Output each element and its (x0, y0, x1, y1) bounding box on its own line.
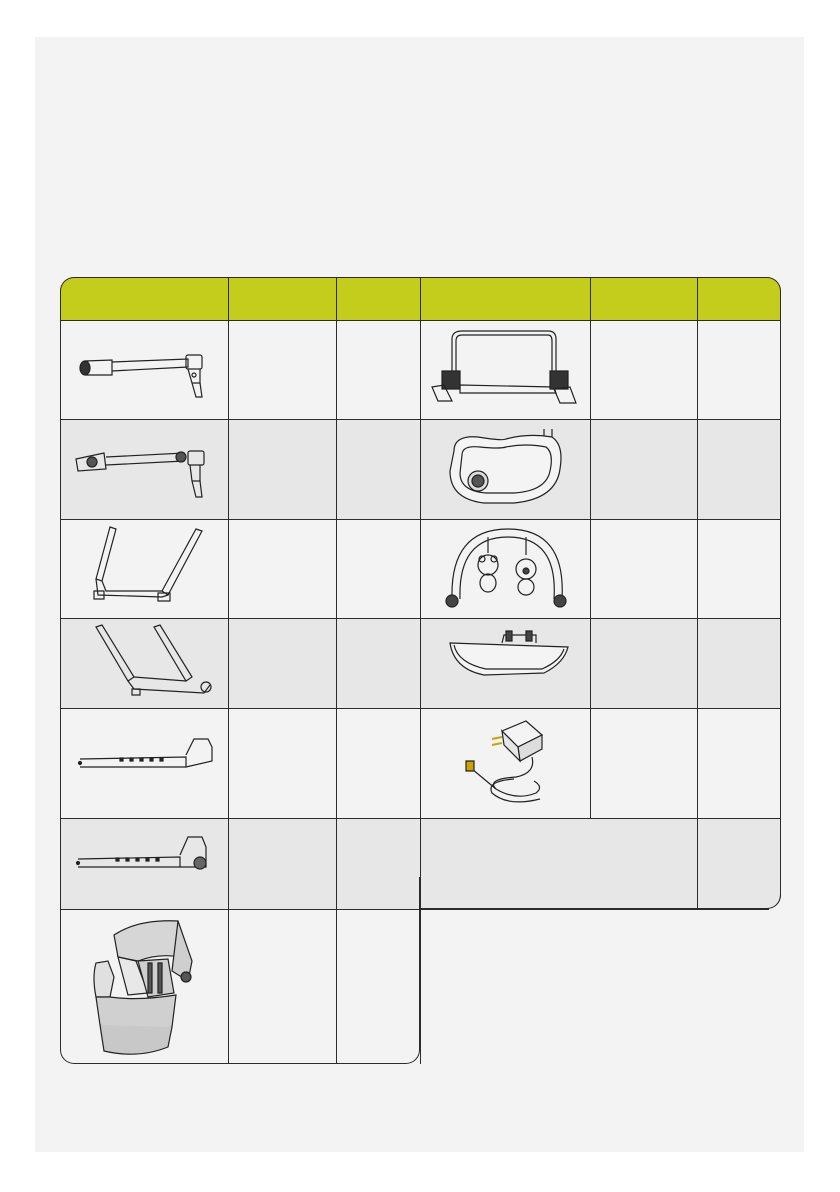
seat-unit-icon (88, 917, 204, 1057)
column-divider (697, 277, 698, 909)
height-adjust-tube-icon (76, 735, 216, 775)
row-divider (60, 708, 781, 709)
row-divider (60, 618, 781, 619)
armrest-tube-with-dial-icon (74, 445, 214, 505)
column-divider (420, 277, 421, 1064)
parts-table (60, 277, 781, 1064)
footrest-icon (444, 629, 574, 685)
row-divider (60, 419, 781, 420)
base-frame-icon (430, 323, 578, 415)
row-divider (60, 519, 781, 520)
armrest-tube-with-hinge-icon (78, 337, 212, 403)
power-adapter-icon (456, 717, 556, 811)
row-divider (60, 818, 781, 819)
row-divider (60, 909, 420, 910)
column-divider (590, 277, 591, 818)
height-adjust-tube-with-knob-icon (74, 829, 214, 879)
feeding-tray-icon (444, 425, 564, 511)
table-frame-bottom-right (420, 908, 769, 910)
u-shaped-rear-leg-icon (94, 623, 214, 705)
toy-bar-icon (442, 525, 572, 615)
column-divider (336, 277, 337, 1064)
row-divider (60, 320, 781, 321)
u-shaped-front-leg-icon (88, 525, 208, 607)
table-frame-corner (757, 877, 781, 909)
column-divider (228, 277, 229, 1064)
